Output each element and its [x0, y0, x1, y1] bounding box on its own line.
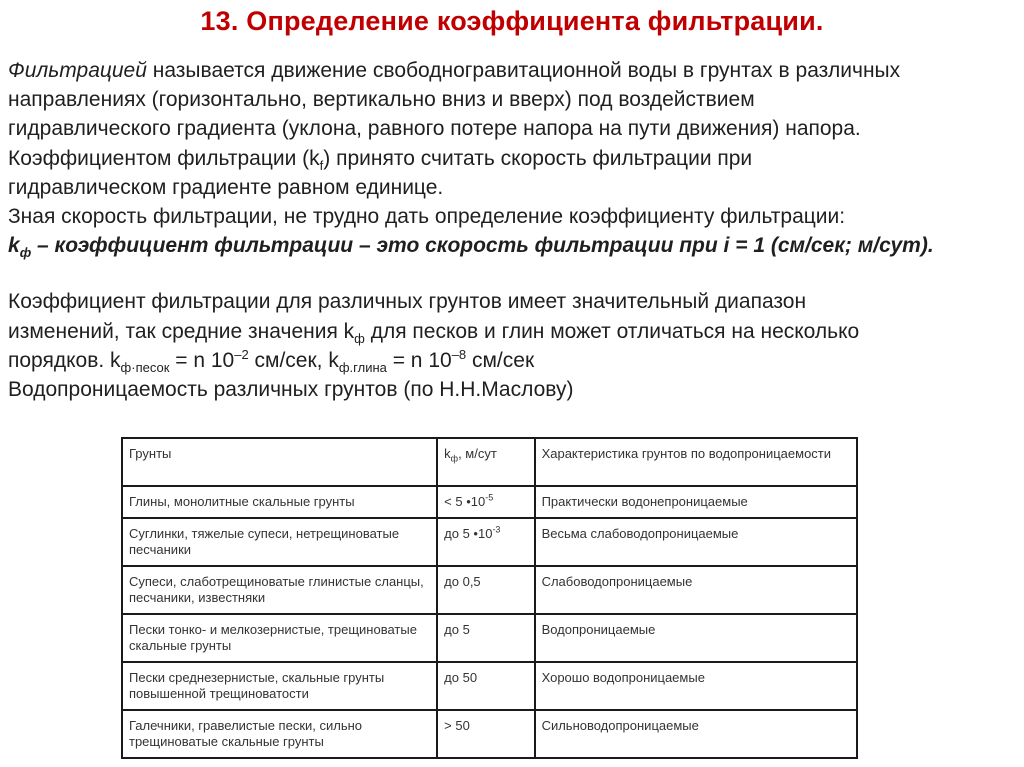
cell-kf: до 5 — [437, 614, 534, 662]
cell-characteristic: Слабоводопроницаемые — [535, 566, 857, 614]
cell-soil: Глины, монолитные скальные грунты — [122, 486, 437, 518]
header-characteristic: Характеристика грунтов по водопроницаемости — [535, 438, 857, 486]
table-row — [122, 518, 857, 566]
page-title: 13. Определение коэффициента фильтрации. — [200, 6, 824, 36]
table-row — [122, 614, 857, 662]
cell-soil: Суглинки, тяжелые супеси, нетрещиноватые песчаники — [122, 518, 437, 566]
cell-kf: < 5 $•10^{-5}$ — [437, 486, 534, 518]
table-row — [122, 662, 857, 710]
table-caption: Водопроницаемость различных грунтов (по Н.Н.Маслову) — [8, 378, 574, 402]
cell-characteristic: Весьма слабоводопроницаемые — [535, 518, 857, 566]
cell-soil: Пески среднезернистые, скальные грунты повышенной трещиноватости — [122, 662, 437, 710]
table-row — [122, 710, 857, 758]
cell-soil: Пески тонко- и мелкозернистые, трещиноватые скальные грунты — [122, 614, 437, 662]
para1-line3: гидравлического градиента (уклона, равного потере напора на пути движения) напора. — [8, 117, 861, 141]
para1-line1: Фильтрацией называется движение свободногравитационной воды в грунтах в различных — [8, 59, 901, 82]
cell-kf: > 50 — [437, 710, 534, 758]
cell-characteristic: Практически водонепроницаемые — [535, 486, 857, 518]
cell-kf: до 50 — [437, 662, 534, 710]
header-soils: Грунты — [122, 438, 437, 486]
cell-soil: Супеси, слаботрещиноватые глинистые сланцы, песчаники, известняки — [122, 566, 437, 614]
para2-line1: Коэффициент фильтрации для различных грунтов имеет значительный диапазон — [8, 290, 807, 314]
cell-kf: до 0,5 — [437, 566, 534, 614]
para1-line5: гидравлическом градиенте равном единице. — [8, 175, 444, 199]
table-row — [122, 566, 857, 614]
para2-line2: изменений, так средние значения $k_ф$ для песков и глин может отличаться на несколько — [8, 319, 860, 346]
para2-line3: порядков. $k_{ф\cdot песок} = n$ $10^{-2}$ см/сек, $k_{ф.глина} = n$ $10^{-8}$ см/сек — [8, 346, 535, 376]
cell-characteristic: Сильноводопроницаемые — [535, 710, 857, 758]
para1-line6: Зная скорость фильтрации, не трудно дать определение коэффициенту фильтрации: — [8, 205, 846, 229]
table-row — [122, 486, 857, 518]
cell-kf: до 5 $•10^{-3}$ — [437, 518, 534, 566]
definition-line: $k_ф$ – коэффициент фильтрации – это скорость фильтрации при i = 1 (см/сек; м/сут). — [8, 234, 934, 261]
table-header-row — [122, 438, 857, 486]
header-kf: $k_ф$, м/сут — [437, 438, 534, 486]
cell-soil: Галечники, гравелистые пески, сильно трещиноватые скальные грунты — [122, 710, 437, 758]
cell-characteristic: Хорошо водопроницаемые — [535, 662, 857, 710]
para1-line4: Коэффициентом фильтрации $(k_f)$ принято считать скорость фильтрации при — [8, 146, 753, 173]
permeability-table — [121, 437, 858, 759]
cell-characteristic: Водопроницаемые — [535, 614, 857, 662]
body-text — [8, 56, 1018, 404]
para1-line2: направлениях (горизонтально, вертикально вниз и вверх) под воздействием — [8, 88, 755, 112]
term-filtration: Фильтрацией — [8, 59, 147, 82]
